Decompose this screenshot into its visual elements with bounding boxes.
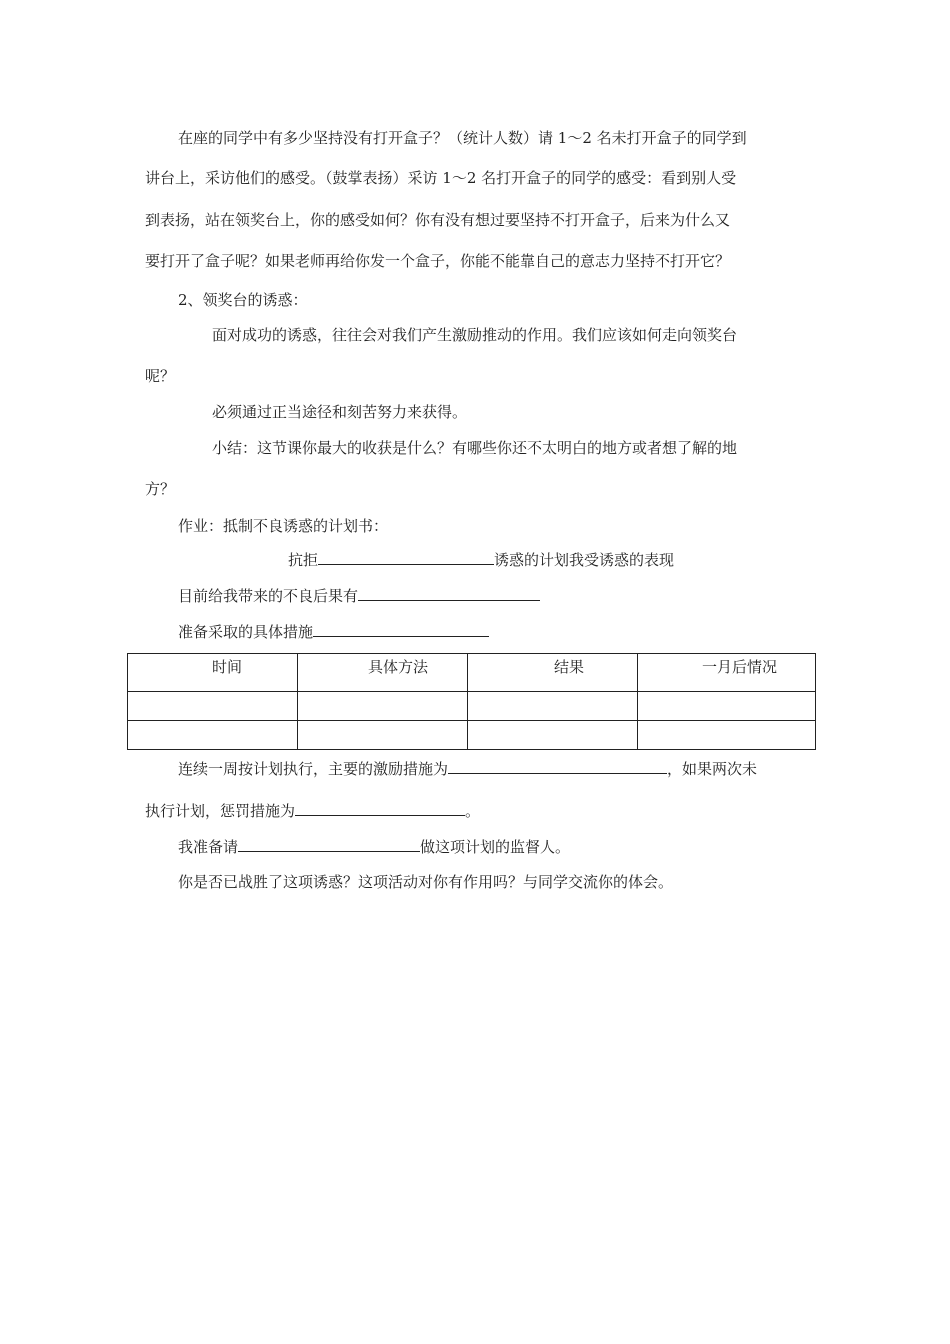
resist-blank[interactable] bbox=[318, 549, 494, 565]
table-cell[interactable] bbox=[638, 692, 816, 721]
homework-title: 作业：抵制不良诱惑的计划书： bbox=[178, 517, 389, 535]
header-time: 时间 bbox=[128, 654, 298, 692]
table-cell[interactable] bbox=[128, 721, 298, 750]
supervisor-prefix: 我准备请 bbox=[178, 838, 239, 856]
resist-suffix: 诱惑的计划我受诱惑的表现 bbox=[494, 551, 675, 569]
summary-line2: 方？ bbox=[145, 480, 176, 498]
table-row bbox=[128, 692, 816, 721]
paragraph1-line4: 要打开了盒子呢？如果老师再给你发一个盒子，你能不能靠自己的意志力坚持不打开它？ bbox=[145, 252, 731, 270]
paragraph2-line2: 呢？ bbox=[145, 367, 176, 385]
paragraph2-line1: 面对成功的诱惑，往往会对我们产生激励推动的作用。我们应该如何走向领奖台 bbox=[212, 326, 738, 344]
paragraph1-line1: 在座的同学中有多少坚持没有打开盒子？（统计人数）请 1～2 名未打开盒子的同学到 bbox=[178, 129, 747, 147]
table-cell[interactable] bbox=[128, 692, 298, 721]
table-row bbox=[128, 721, 816, 750]
table-cell[interactable] bbox=[468, 692, 638, 721]
closing-text: 你是否已战胜了这项诱惑？这项活动对你有作用吗？与同学交流你的体会。 bbox=[178, 873, 674, 891]
penalty-suffix: 。 bbox=[465, 802, 481, 820]
header-after-month: 一月后情况 bbox=[638, 654, 816, 692]
summary-line1: 小结：这节课你最大的收获是什么？有哪些你还不太明白的地方或者想了解的地 bbox=[212, 439, 738, 457]
incentive-blank[interactable] bbox=[448, 758, 667, 774]
incentive-line1 bbox=[178, 758, 757, 779]
supervisor-blank[interactable] bbox=[238, 836, 420, 852]
penalty-blank[interactable] bbox=[295, 800, 465, 816]
table-cell[interactable] bbox=[298, 692, 468, 721]
measures-label: 准备采取的具体措施 bbox=[178, 623, 314, 641]
measures-line bbox=[178, 621, 489, 642]
table-header-row bbox=[128, 654, 816, 692]
resist-prefix: 抗拒 bbox=[288, 551, 319, 569]
resist-line bbox=[288, 549, 674, 570]
table-cell[interactable] bbox=[298, 721, 468, 750]
answer-text: 必须通过正当途径和刻苦努力来获得。 bbox=[212, 403, 468, 421]
incentive-middle: ，如果两次未 bbox=[667, 760, 758, 778]
table-cell[interactable] bbox=[638, 721, 816, 750]
header-result: 结果 bbox=[468, 654, 638, 692]
incentive-line2 bbox=[145, 800, 480, 821]
table-cell[interactable] bbox=[468, 721, 638, 750]
supervisor-line bbox=[178, 836, 570, 857]
paragraph1-line2: 讲台上，采访他们的感受。（鼓掌表扬）采访 1～2 名打开盒子的同学的感受：看到别人受 bbox=[145, 169, 737, 187]
measures-blank[interactable] bbox=[313, 621, 489, 637]
plan-table bbox=[127, 653, 816, 750]
section-heading: 2、领奖台的诱惑： bbox=[178, 291, 308, 309]
header-method: 具体方法 bbox=[298, 654, 468, 692]
consequence-blank[interactable] bbox=[358, 585, 540, 601]
supervisor-suffix: 做这项计划的监督人。 bbox=[420, 838, 571, 856]
penalty-prefix: 执行计划，惩罚措施为 bbox=[145, 802, 296, 820]
incentive-prefix: 连续一周按计划执行，主要的激励措施为 bbox=[178, 760, 449, 778]
consequence-label: 目前给我带来的不良后果有 bbox=[178, 587, 359, 605]
consequence-line bbox=[178, 585, 540, 606]
paragraph1-line3: 到表扬，站在领奖台上，你的感受如何？你有没有想过要坚持不打开盒子，后来为什么又 bbox=[145, 211, 731, 229]
